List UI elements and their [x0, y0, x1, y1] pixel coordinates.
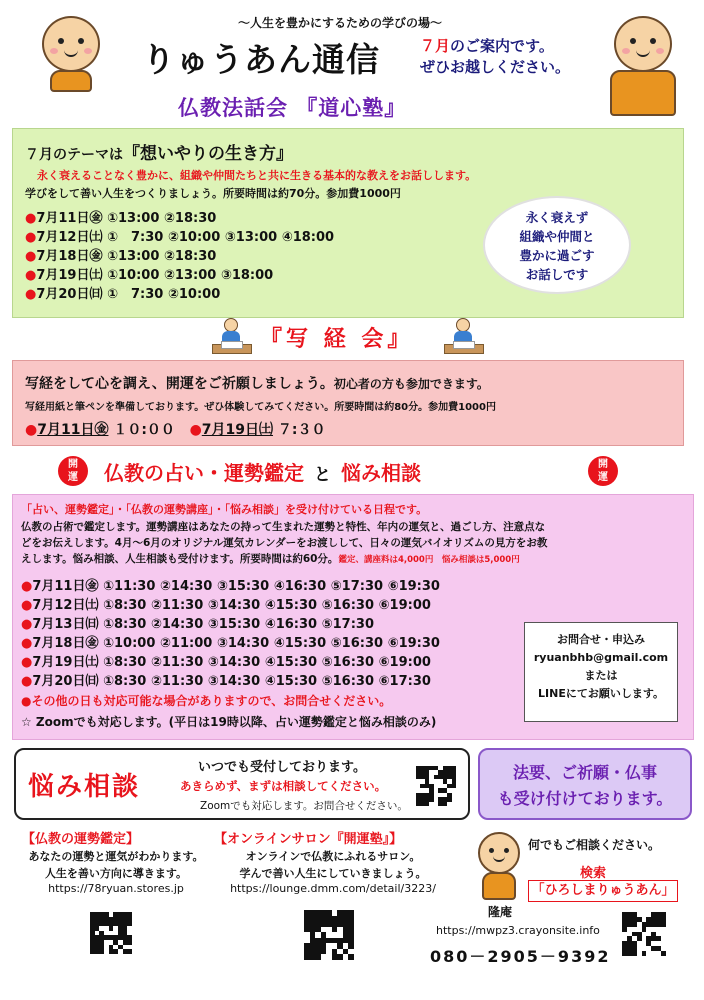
bullet-icon: ● — [21, 579, 33, 594]
houyou-line1: 法要、ご祈願・仏事 — [512, 763, 657, 782]
theme-line — [25, 139, 293, 164]
monk-mascot-left-icon — [36, 12, 110, 92]
theme-prefix: ７月のテーマは — [25, 147, 123, 163]
qr-code-site-icon[interactable] — [620, 910, 668, 958]
section-heading-houwakai: 仏教法話会 『道心塾』 — [178, 96, 407, 120]
site-url[interactable]: https://mwpz3.crayonsite.info — [436, 924, 600, 937]
phone-number[interactable]: 080－2905－9392 — [430, 947, 611, 966]
kantei-url[interactable]: https://78ryuan.stores.jp — [48, 882, 184, 895]
schedule-item: ●7月20日㈰ ①8:30 ②11:30 ③14:30 ④15:30 ⑤16:30 ⑥17:30 — [21, 674, 431, 689]
schedule-item: ●7月20日㈰ ① 7:30 ②10:00 — [25, 287, 221, 302]
bullet-icon: ● — [25, 230, 37, 245]
speech-bubble — [483, 196, 631, 294]
monk-mascot-footer-icon — [474, 830, 524, 902]
tagline: ～人生を豊かにするための学びの場～ — [237, 16, 442, 30]
schedule-item: ●7月19日㈯ ①8:30 ②11:30 ③14:30 ④15:30 ⑤16:30 ⑥19:00 — [21, 655, 431, 670]
qr-code-line-icon[interactable] — [414, 764, 458, 808]
houyou-box — [478, 748, 692, 820]
consult-line1: いつでも受付しております。 — [198, 760, 366, 775]
shakyo-date: 7月19日㈯ — [201, 422, 274, 438]
contact-or: または — [584, 669, 618, 682]
consult-invite: 何でもご相談ください。 — [528, 838, 661, 852]
bullet-icon: ● — [25, 211, 37, 226]
uranai-intro-red: 「占い、運勢鑑定」・「仏教の運勢講座」・「悩み相談」を受け付けている日程です。 — [21, 503, 428, 516]
section-heading-uranai: 仏教の占い・運勢鑑定 と 悩み相談 — [104, 461, 421, 485]
kantei-title: 【仏教の運勢鑑定】 — [22, 832, 140, 847]
search-label: 検索 — [580, 866, 607, 881]
kaiun-badge-right-icon: 開 運 — [588, 456, 618, 486]
bullet-icon: ● — [25, 287, 37, 302]
bullet-icon: ● — [21, 674, 33, 689]
qr-code-salon-icon[interactable] — [302, 908, 356, 962]
theme-title: 『想いやりの生き方』 — [123, 144, 293, 164]
consult-box — [14, 748, 470, 820]
bullet-icon: ● — [21, 636, 33, 651]
consult-label: 悩み相談 — [28, 772, 141, 802]
notice-month: ７月 — [420, 37, 451, 55]
writing-person-left-icon — [208, 316, 256, 358]
schedule-item: ●7月13日㈰ ①8:30 ②14:30 ③15:30 ④16:30 ⑤17:30 — [21, 617, 375, 632]
houyou-line2: も受け付けております。 — [497, 789, 673, 808]
main-title: りゅうあん通信 — [142, 40, 380, 79]
shakyo-line1: 写経をして心を調え、開運をご祈願しましょう。初心者の方も参加できます。 — [25, 376, 489, 392]
bubble-line: お話しです — [525, 267, 589, 282]
bubble-line: 永く衰えず — [525, 210, 589, 225]
schedule-item: ●7月19日㈯ ①10:00 ②13:00 ③18:00 — [25, 268, 274, 283]
bubble-line: 豊かに過ごす — [519, 248, 595, 263]
search-term[interactable]: 「ひろしまりゅうあん」 — [528, 880, 678, 902]
salon-text: オンラインで仏教にふれるサロン。 学んで善い人生にしていきましょう。 — [239, 850, 427, 880]
shakyo-date: 7月11日㊎ — [37, 422, 109, 438]
bullet-icon: ● — [25, 422, 38, 438]
kantei-text: あなたの運勢と運気がわかります。 人生を善い方向に導きます。 — [28, 850, 204, 880]
schedule-item: ●7月11日㊎ ①13:00 ②18:30 — [25, 211, 217, 226]
bullet-icon: ● — [189, 422, 202, 438]
shakyo-line2: 写経用紙と筆ペンを準備しております。ぜひ体験してみてください。所要時間は約80分。参加費1000円 — [25, 402, 496, 413]
contact-email[interactable]: ryuanbhb@gmail.com — [533, 651, 669, 664]
author-name: 隆庵 — [488, 905, 513, 919]
shakyo-time: １０:００ — [113, 422, 175, 438]
bullet-icon: ● — [21, 598, 33, 613]
kaiun-badge-left-icon: 開 運 — [58, 456, 88, 486]
bullet-icon: ● — [25, 268, 37, 283]
fee-text: 鑑定、講座料は4,000円 悩み相談は5,000円 — [338, 555, 520, 565]
schedule-item: ●7月12日㈯ ①8:30 ②11:30 ③14:30 ④15:30 ⑤16:30 ⑥19:00 — [21, 598, 431, 613]
schedule-item: ●7月11日㊎ ①11:30 ②14:30 ③15:30 ④16:30 ⑤17:30 ⑥19:30 — [21, 579, 440, 594]
other-days-note: ●その他の日も対応可能な場合がありますので、お問合せください。 — [21, 694, 392, 708]
contact-line: LINEにてお願いします。 — [538, 687, 664, 700]
contact-box — [524, 622, 678, 722]
salon-title: 【オンラインサロン『開運塾』】 — [214, 832, 403, 847]
schedule-item: ●7月18日㊎ ①13:00 ②18:30 — [25, 249, 217, 264]
section-heading-shakyo: 『写 経 会』 — [260, 327, 414, 352]
consult-line3: Zoomでも対応します。お問合せください。 — [200, 800, 408, 812]
shakyo-dates — [25, 419, 326, 439]
shakyo-box — [12, 360, 684, 446]
qr-code-kantei-icon[interactable] — [88, 910, 134, 956]
shakyo-time: ７:３０ — [277, 422, 326, 438]
notice-line1: のご案内です。 — [450, 37, 554, 55]
schedule-item: ●7月12日㈯ ① 7:30 ②10:00 ③13:00 ④18:00 — [25, 230, 335, 245]
schedule-item: ●7月18日㊎ ①10:00 ②11:00 ③14:30 ④15:30 ⑤16:30 ⑥19:30 — [21, 636, 440, 651]
zoom-note: ☆ Zoomでも対応します。(平日は19時以降、占い運勢鑑定と悩み相談のみ) — [21, 715, 437, 729]
contact-label: お問合せ・申込み — [557, 633, 645, 646]
houwakai-desc-red: 永く衰えることなく豊かに、組織や仲間たちと共に生きる基本的な教えをお話しします。 — [37, 169, 477, 182]
monk-mascot-right-icon — [600, 14, 686, 118]
uranai-intro: 仏教の占術で鑑定します。運勢講座はあなたの持って生まれた運勢と特性、年内の運気と、過ごし方、注意点な どをお伝えします。4月～6月のオリジナル運気カレンダーをお渡しして、日々の運気バイオリズムの見方をお教 えします。悩み相談、人生相談も受付けます。所要時間は約60分。鑑定、講座料は4,000円 悩み相談は5,000円 — [21, 521, 548, 565]
bullet-icon: ● — [21, 617, 33, 632]
houwakai-desc: 学びをして善い人生をつくりましょう。所要時間は約70分。参加費1000円 — [25, 187, 401, 200]
salon-url[interactable]: https://lounge.dmm.com/detail/3223/ — [230, 882, 436, 895]
monthly-notice — [420, 36, 610, 78]
bullet-icon: ● — [25, 249, 37, 264]
consult-line2: あきらめず、まずは相談してください。 — [180, 779, 387, 793]
writing-person-right-icon — [440, 316, 488, 358]
bubble-line: 組織や仲間と — [519, 229, 595, 244]
bullet-icon: ● — [21, 655, 33, 670]
notice-line2: ぜひお越しください。 — [420, 58, 571, 76]
uranai-schedule — [21, 577, 440, 691]
houwakai-schedule — [25, 209, 334, 304]
